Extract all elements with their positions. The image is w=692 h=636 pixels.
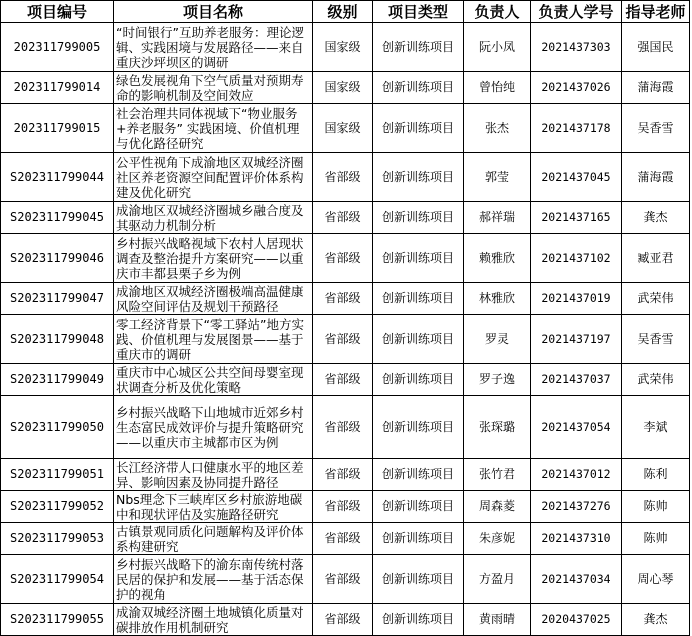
project-leader: 阮小凤 bbox=[464, 23, 531, 72]
leader-student-id: 2021437303 bbox=[531, 23, 622, 72]
project-advisor: 龚杰 bbox=[622, 604, 690, 636]
project-leader: 罗子逸 bbox=[464, 364, 531, 396]
project-advisor: 陈帅 bbox=[622, 491, 690, 523]
project-code: 202311799005 bbox=[1, 23, 114, 72]
project-name: 成渝地区双城经济圈城乡融合度及其驱动力机制分析 bbox=[114, 202, 313, 234]
table-row bbox=[1, 364, 690, 396]
project-level: 国家级 bbox=[313, 104, 373, 153]
project-name: 乡村振兴战略下山地城市近郊乡村生态富民成效评价与提升策略研究——以重庆市主城都市区为例 bbox=[114, 396, 313, 459]
leader-student-id: 2021437276 bbox=[531, 491, 622, 523]
project-level: 省部级 bbox=[313, 396, 373, 459]
project-code: 202311799014 bbox=[1, 72, 114, 104]
project-advisor: 龚杰 bbox=[622, 202, 690, 234]
project-level: 省部级 bbox=[313, 491, 373, 523]
project-name: 乡村振兴战略下的渝东南传统村落民居的保护和发展——基于活态保护的视角 bbox=[114, 555, 313, 604]
project-advisor: 陈帅 bbox=[622, 523, 690, 555]
project-type: 创新训练项目 bbox=[373, 364, 464, 396]
leader-student-id: 2021437026 bbox=[531, 72, 622, 104]
project-code: S202311799048 bbox=[1, 315, 114, 364]
project-advisor: 吴香雪 bbox=[622, 315, 690, 364]
leader-student-id: 2021437034 bbox=[531, 555, 622, 604]
table-row bbox=[1, 234, 690, 283]
leader-student-id: 2021437054 bbox=[531, 396, 622, 459]
project-level: 省部级 bbox=[313, 604, 373, 636]
project-type: 创新训练项目 bbox=[373, 202, 464, 234]
project-code: 202311799015 bbox=[1, 104, 114, 153]
project-name: 长江经济带人口健康水平的地区差异、影响因素及协同提升路径 bbox=[114, 459, 313, 491]
table-row bbox=[1, 491, 690, 523]
project-name: 成渝地区双城经济圈极端高温健康风险空间评估及规划干预路径 bbox=[114, 283, 313, 315]
header-level: 级别 bbox=[313, 1, 373, 23]
leader-student-id: 2021437178 bbox=[531, 104, 622, 153]
leader-student-id: 2021437019 bbox=[531, 283, 622, 315]
project-advisor: 吴香雪 bbox=[622, 104, 690, 153]
header-name: 项目名称 bbox=[114, 1, 313, 23]
project-advisor: 李斌 bbox=[622, 396, 690, 459]
project-leader: 郝祥瑞 bbox=[464, 202, 531, 234]
project-type: 创新训练项目 bbox=[373, 153, 464, 202]
project-code: S202311799055 bbox=[1, 604, 114, 636]
table-row bbox=[1, 283, 690, 315]
project-code: S202311799049 bbox=[1, 364, 114, 396]
project-type: 创新训练项目 bbox=[373, 555, 464, 604]
table-row bbox=[1, 315, 690, 364]
project-leader: 林雅欣 bbox=[464, 283, 531, 315]
project-name: 成渝双城经济圈土地城镇化质量对碳排放作用机制研究 bbox=[114, 604, 313, 636]
project-advisor: 陈利 bbox=[622, 459, 690, 491]
project-leader: 方盈月 bbox=[464, 555, 531, 604]
project-code: S202311799047 bbox=[1, 283, 114, 315]
project-leader: 周森菱 bbox=[464, 491, 531, 523]
project-code: S202311799051 bbox=[1, 459, 114, 491]
project-advisor: 武荣伟 bbox=[622, 283, 690, 315]
project-name: 社会治理共同体视域下“物业服务+养老服务” 实践困境、价值机理与优化路径研究 bbox=[114, 104, 313, 153]
project-type: 创新训练项目 bbox=[373, 104, 464, 153]
project-name: 绿色发展视角下空气质量对预期寿命的影响机制及空间效应 bbox=[114, 72, 313, 104]
project-code: S202311799050 bbox=[1, 396, 114, 459]
project-level: 国家级 bbox=[313, 23, 373, 72]
project-leader: 张杰 bbox=[464, 104, 531, 153]
project-leader: 罗灵 bbox=[464, 315, 531, 364]
header-row bbox=[1, 1, 690, 23]
table-row bbox=[1, 72, 690, 104]
leader-student-id: 2021437102 bbox=[531, 234, 622, 283]
leader-student-id: 2020437025 bbox=[531, 604, 622, 636]
project-level: 省部级 bbox=[313, 523, 373, 555]
project-level: 省部级 bbox=[313, 459, 373, 491]
leader-student-id: 2021437045 bbox=[531, 153, 622, 202]
leader-student-id: 2021437012 bbox=[531, 459, 622, 491]
project-code: S202311799053 bbox=[1, 523, 114, 555]
leader-student-id: 2021437310 bbox=[531, 523, 622, 555]
table-row bbox=[1, 604, 690, 636]
project-leader: 曾怡纯 bbox=[464, 72, 531, 104]
project-advisor: 武荣伟 bbox=[622, 364, 690, 396]
project-name: 零工经济背景下“零工驿站”地方实践、价值机理与发展图景——基于重庆市的调研 bbox=[114, 315, 313, 364]
header-type: 项目类型 bbox=[373, 1, 464, 23]
leader-student-id: 2021437037 bbox=[531, 364, 622, 396]
table-row bbox=[1, 396, 690, 459]
project-leader: 张琛璐 bbox=[464, 396, 531, 459]
header-code: 项目编号 bbox=[1, 1, 114, 23]
project-type: 创新训练项目 bbox=[373, 396, 464, 459]
project-name: “时间银行”互助养老服务：理论逻辑、实践困境与发展路径——来自重庆沙坪坝区的调研 bbox=[114, 23, 313, 72]
leader-student-id: 2021437165 bbox=[531, 202, 622, 234]
project-level: 省部级 bbox=[313, 234, 373, 283]
project-advisor: 蒲海霞 bbox=[622, 153, 690, 202]
table-row bbox=[1, 523, 690, 555]
project-type: 创新训练项目 bbox=[373, 604, 464, 636]
project-level: 国家级 bbox=[313, 72, 373, 104]
project-type: 创新训练项目 bbox=[373, 234, 464, 283]
project-leader: 黄雨晴 bbox=[464, 604, 531, 636]
project-level: 省部级 bbox=[313, 283, 373, 315]
table-row bbox=[1, 459, 690, 491]
table-row bbox=[1, 202, 690, 234]
project-advisor: 强国民 bbox=[622, 23, 690, 72]
project-advisor: 周心琴 bbox=[622, 555, 690, 604]
project-type: 创新训练项目 bbox=[373, 72, 464, 104]
project-code: S202311799046 bbox=[1, 234, 114, 283]
header-leader-id: 负责人学号 bbox=[531, 1, 622, 23]
project-type: 创新训练项目 bbox=[373, 459, 464, 491]
project-leader: 郭莹 bbox=[464, 153, 531, 202]
header-leader: 负责人 bbox=[464, 1, 531, 23]
table-row bbox=[1, 153, 690, 202]
project-name: 公平性视角下成渝地区双城经济圈社区养老资源空间配置评价体系构建及优化研究 bbox=[114, 153, 313, 202]
project-leader: 朱彦妮 bbox=[464, 523, 531, 555]
project-level: 省部级 bbox=[313, 202, 373, 234]
table-row bbox=[1, 555, 690, 604]
project-name: 古镇景观同质化问题解构及评价体系构建研究 bbox=[114, 523, 313, 555]
project-type: 创新训练项目 bbox=[373, 523, 464, 555]
project-type: 创新训练项目 bbox=[373, 23, 464, 72]
table-row bbox=[1, 104, 690, 153]
project-level: 省部级 bbox=[313, 364, 373, 396]
project-type: 创新训练项目 bbox=[373, 315, 464, 364]
project-level: 省部级 bbox=[313, 555, 373, 604]
project-code: S202311799052 bbox=[1, 491, 114, 523]
project-code: S202311799044 bbox=[1, 153, 114, 202]
project-code: S202311799054 bbox=[1, 555, 114, 604]
project-name: 重庆市中心城区公共空间母婴室现状调查分析及优化策略 bbox=[114, 364, 313, 396]
project-advisor: 蒲海霞 bbox=[622, 72, 690, 104]
project-name: 乡村振兴战略视域下农村人居现状调查及整治提升方案研究——以重庆市丰都县栗子乡为例 bbox=[114, 234, 313, 283]
header-advisor: 指导老师 bbox=[622, 1, 690, 23]
project-type: 创新训练项目 bbox=[373, 283, 464, 315]
project-level: 省部级 bbox=[313, 315, 373, 364]
project-advisor: 臧亚君 bbox=[622, 234, 690, 283]
table-row bbox=[1, 23, 690, 72]
project-type: 创新训练项目 bbox=[373, 491, 464, 523]
project-leader: 赖雅欣 bbox=[464, 234, 531, 283]
project-name: Nbs理念下三峡库区乡村旅游地碳中和现状评估及实施路径研究 bbox=[114, 491, 313, 523]
leader-student-id: 2021437197 bbox=[531, 315, 622, 364]
project-level: 省部级 bbox=[313, 153, 373, 202]
project-leader: 张竹君 bbox=[464, 459, 531, 491]
project-code: S202311799045 bbox=[1, 202, 114, 234]
